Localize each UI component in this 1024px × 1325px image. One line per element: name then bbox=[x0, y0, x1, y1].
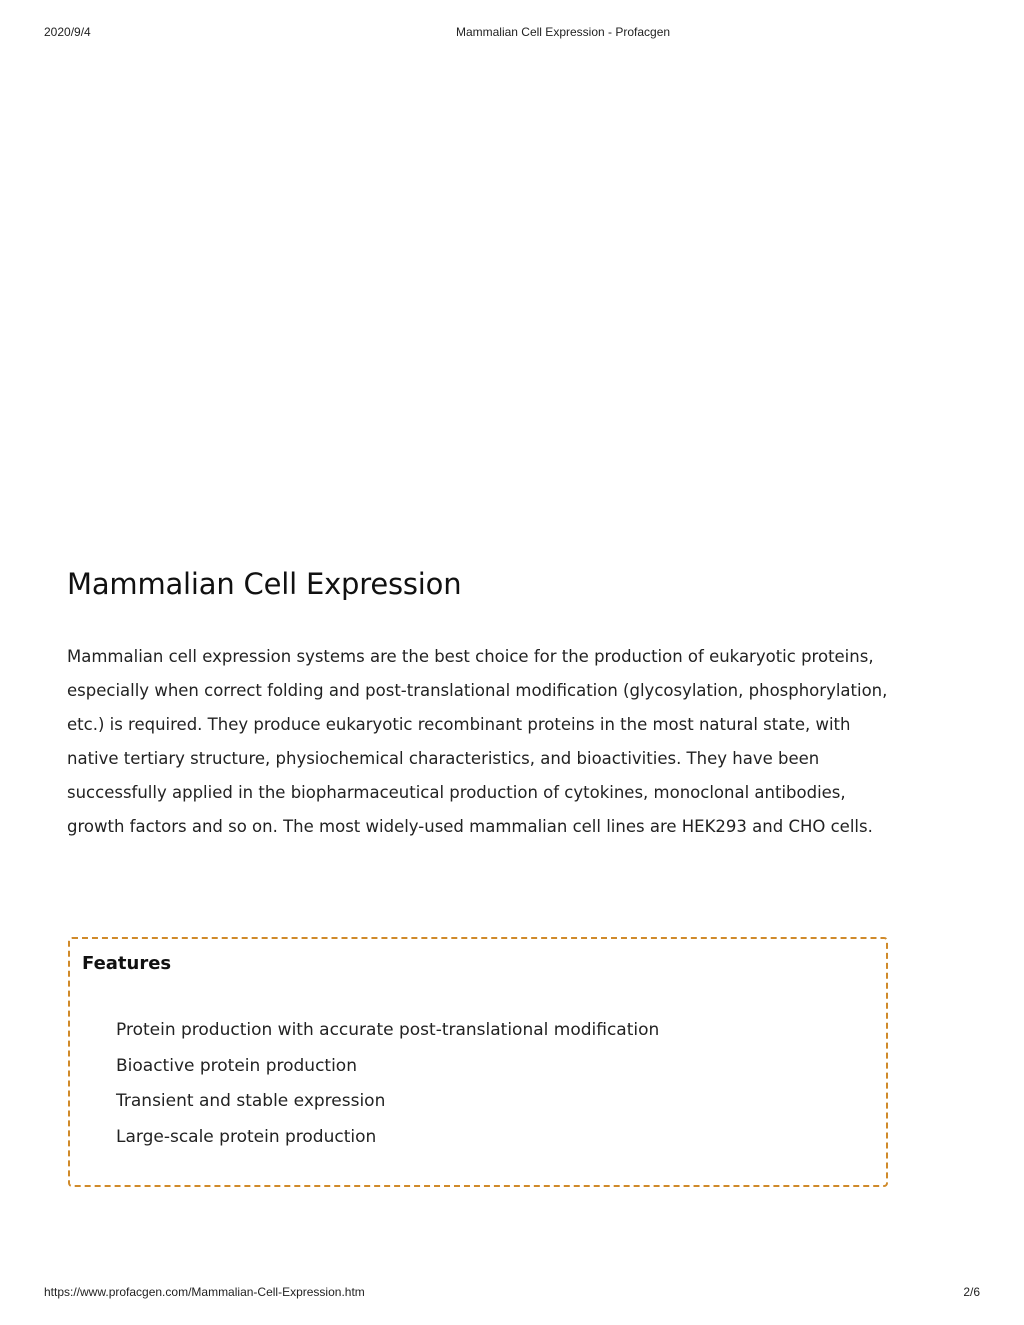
intro-paragraph: Mammalian cell expression systems are the best choice for the production of eukaryotic proteins, especially when correct folding and post-translational modification (glycosylation, phosphorylation, etc.) is required. They produce eukaryotic recombinant proteins in the most natural state, with native tertiary structure, physiochemical characteristics, and bioactivities. They have been successfully applied in the biopharmaceutical production of cytokines, monoclonal antibodies, growth factors and so on. The most widely-used mammalian cell lines are HEK293 and CHO cells. bbox=[67, 647, 888, 836]
features-box bbox=[68, 937, 888, 1187]
page-title: Mammalian Cell Expression bbox=[67, 567, 462, 601]
print-page-number: 2/6 bbox=[963, 1285, 980, 1299]
print-url: https://www.profacgen.com/Mammalian-Cell-Expression.htm bbox=[44, 1285, 365, 1299]
print-page-title: Mammalian Cell Expression - Profacgen bbox=[455, 25, 671, 39]
features-heading: Features bbox=[82, 953, 172, 974]
feature-item: Large-scale protein production bbox=[116, 1126, 377, 1147]
feature-item: Transient and stable expression bbox=[116, 1091, 386, 1111]
feature-item: Bioactive protein production bbox=[116, 1055, 357, 1076]
feature-item: Protein production with accurate post-translational modification bbox=[116, 1020, 660, 1040]
print-date: 2020/9/4 bbox=[44, 25, 91, 39]
features-list bbox=[116, 1013, 659, 1155]
